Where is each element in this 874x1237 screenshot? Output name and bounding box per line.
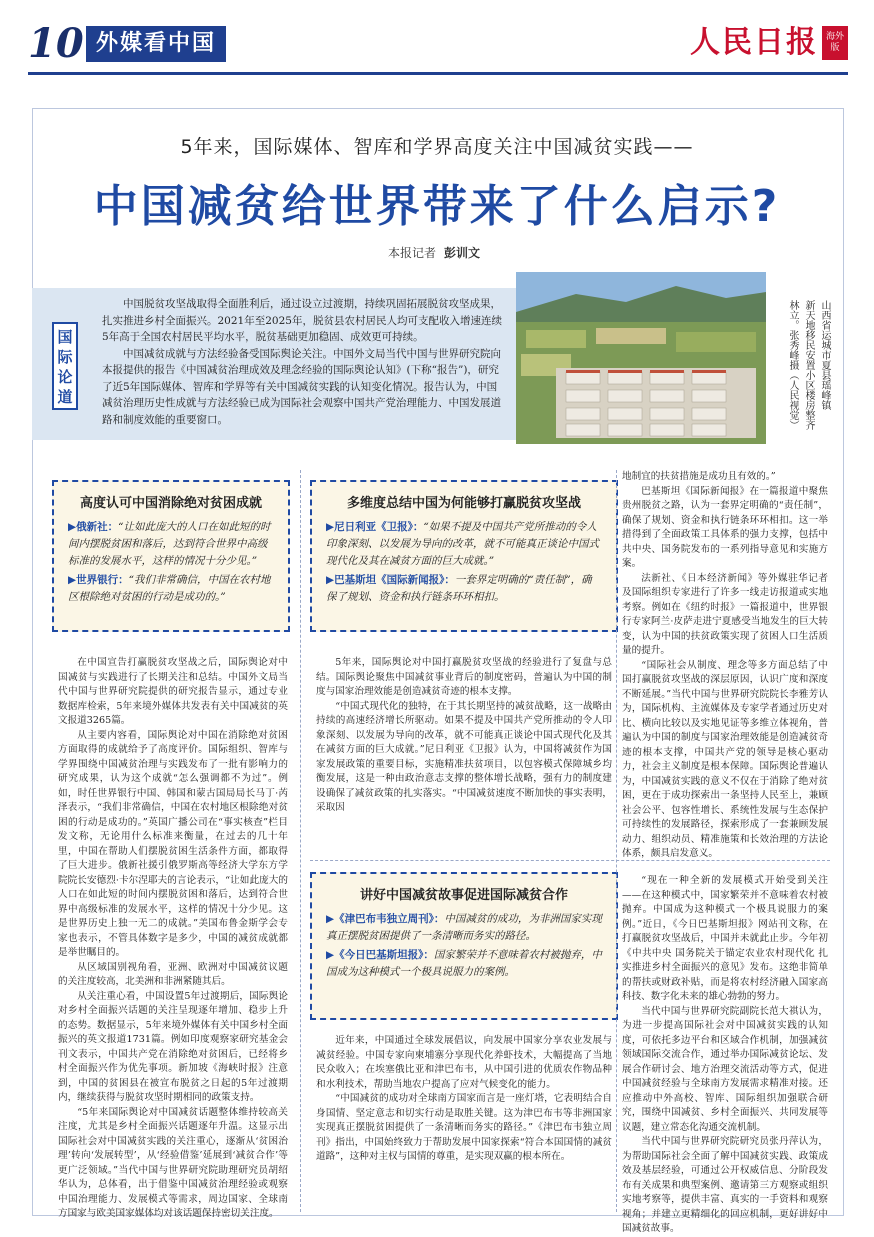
byline [388,244,480,261]
callout-item [68,519,274,570]
callout-recognition [52,480,290,632]
body-paragraph: “中国式现代化的独特，在于其长期坚持的减贫战略，这一战略由持续的高速经济增长所驱动。如果不提及中国共产党所推动的令人印象深刻、以发展为导向的改革，就不可能真正谈论中国式现代化及其在减贫方面的巨大成就。”尼日利亚《卫报》认为，中国将减贫作为国家发展政策的重要目标，实施精准扶贫项目，以包容模式保障城乡均衡发展，这是一种由政治意志支撑的整体增长战略，强有力的制度建设确保了减贫政策的扎实落实。“中国减贫速度不断加快的事实表明，采取因 [316,700,612,813]
body-paragraph: 5年来，国际舆论对中国打赢脱贫攻坚战的经验进行了复盘与总结。国际舆论聚焦中国减贫事业背后的制度密码，普遍认为中国的制度与国家治理效能是创造减贫奇迹的根本支撑。 [316,657,612,697]
callout-quote: 中国减贫的成功，为非洲国家实现真正摆脱贫困提供了一条清晰而务实的路径。 [326,913,602,942]
body-paragraph: 当代中国与世界研究院研究员张丹萍认为，为帮助国际社会全面了解中国减贫实践、政策成效及基层经验，可通过公开权威信息、分阶段发布有关成果和典型案例、邀请第三方观察或组织实地考察等，提供丰富、真实的一手资料和观察视角；并建立更精细化的回应机制，更好讲好中国减贫故事。 [622,1136,828,1234]
callout-why-won [310,480,618,632]
callout-title: 高度认可中国消除绝对贫困成就 [79,496,262,511]
callout-source: 世界银行： [76,574,129,586]
triangle-bullet-icon: ▶ [326,949,335,961]
callout-title: 讲好中国减贫故事促进国际减贫合作 [359,888,568,903]
byline-name: 彭训文 [444,246,481,260]
callout-quote: “让如此庞大的人口在如此短的时间内摆脱贫困和落后，达到符合世界中高级标准的发展水平，这样的情况十分少见。” [68,521,271,567]
callout-item [326,911,602,945]
photo-caption [772,300,830,440]
callout-quote: 国家繁荣并不意味着农村被抛弃，中国成为这种模式一个极具说服力的案例。 [326,949,602,978]
intro-paragraph: 中国脱贫攻坚战取得全面胜利后，通过设立过渡期，持续巩固拓展脱贫攻坚成果，扎实推进乡村全面振兴。2021年至2025年，脱贫县农村居民人均可支配收入增速连续5年高于全国农村居民平均水平，脱贫基础更加稳固、成效更可持续。 [102,298,502,343]
article-subhead: 5年来，国际媒体、智库和学界高度关注中国减贫实践—— [180,136,694,158]
photo-caption-line: 新天地移民安置小区楼房整齐 [803,300,814,430]
triangle-bullet-icon: ▶ [68,521,77,533]
triangle-bullet-icon: ▶ [326,913,335,925]
body-column-3 [622,470,828,859]
body-paragraph: 在中国宣告打赢脱贫攻坚战之后，国际舆论对中国减贫与实践进行了长期关注和总结。中国外文局当代中国与世界研究院提供的研究报告显示，通过专业数据库检索，5年来境外媒体共发表有关中国减贫的英文报道3265篇。 [58,657,288,726]
body-paragraph: 近年来，中国通过全球发展倡议，向发展中国家分享农业发展与减贫经验。中国专家向柬埔寨分享现代化养虾技术，大幅提高了当地民众收入；在埃塞俄比亚和津巴布韦，从中国引进的优质农作物品种和水利技术，帮助当地农户提高了应对气候变化的能力。 [316,1035,612,1090]
photo-caption-line: 林立。张秀峰摄（人民视觉） [787,300,798,430]
callout-quote: “我们非常确信，中国在农村地区根除绝对贫困的行动是成功的。” [68,574,271,603]
article-headline: 中国减贫给世界带来了什么启示? [93,181,781,232]
masthead-rule [28,72,848,75]
callout-source: 尼日利亚《卫报》： [334,521,424,533]
triangle-bullet-icon: ▶ [326,574,335,586]
callout-quote: 一套界定明确的“责任制”，确保了规划、资金和执行链条环环相扣。 [326,574,592,603]
callout-source: 《津巴布韦独立周刊》： [334,913,445,925]
callout-item [326,947,602,981]
callout-quote: “如果不提及中国共产党所推动的令人印象深刻、以发展为导向的改革，就不可能真正谈论中国式现代化及其在减贫方面的巨大成就。” [326,521,599,567]
column-divider [616,470,617,1212]
photo-caption-line: 山西省运城市夏县瑶峰镇 [819,300,830,410]
intro-text [102,296,504,428]
body-column-2 [316,656,612,852]
body-paragraph: 从关注重心看，中国设置5年过渡期后，国际舆论对乡村全面振兴话题的关注呈现逐年增加、稳步上升的态势。数据显示，5年来境外媒体有关中国乡村全面振兴的英文报道1731篇。例如印度观察家研究基金会刊文表示，中国共产党在消除绝对贫困后，已经将乡村全面振兴作为优先事项。新加坡《海峡时报》注意到，中国的贫困县在被宣布脱贫之日起的5年过渡期内，继续获得与脱贫攻坚时期相同的政策支持。 [58,990,288,1103]
body-paragraph: 法新社、《日本经济新闻》等外媒驻华记者及国际组织专家进行了许多一线走访报道或实地考察。例如在《纽约时报》一篇报道中，世界银行专家阿兰·皮萨走进宁夏感受当地发生的巨大转变，认为中国的扶贫政策实现了贫困人口生活质量的提升。 [622,572,828,656]
callout-item [326,519,602,570]
page-number: 10 [28,20,84,67]
body-column-1 [58,656,288,1219]
triangle-bullet-icon: ▶ [68,574,77,586]
callout-item [68,572,274,606]
body-paragraph: 当代中国与世界研究院副院长范大祺认为，为进一步提高国际社会对中国减贫实践的认知度，可依托多边平台和区域合作机制，加强减贫领域国际交流合作，通过举办国际减贫论坛、发展合作研讨会、地方治理交流活动等方式，促进中国减贫经验与全球南方发展需求精准对接。还应推动中外高校、智库、国际组织加强联合研究，围绕中国减贫、乡村全面振兴、共同发展等议题，建立常态化沟通交流机制。 [622,1005,828,1133]
body-column-4 [316,1034,612,1212]
body-paragraph: 从区域国别视角看，亚洲、欧洲对中国减贫议题的关注度较高，北美洲和非洲紧随其后。 [58,961,288,987]
column-divider [300,470,301,1212]
callout-source: 《今日巴基斯坦报》： [334,949,434,961]
body-paragraph: “中国减贫的成功对全球南方国家而言是一座灯塔，它表明结合自身国情、坚定意志和切实行动是取胜关键。这为津巴布韦等非洲国家实现真正摆脱贫困提供了一条清晰而务实的路径。”《津巴布韦独立周刊》指出，中国始终致力于帮助发展中国家探索“符合本国国情的减贫道路”，这种对主权与国情的尊重，是实现双赢的根本所在。 [316,1093,612,1162]
callout-source: 俄新社： [76,521,119,533]
intro-paragraph: 中国减贫成就与方法经验备受国际舆论关注。中国外文局当代中国与世界研究院向本报提供的报告《中国减贫治理成效及理念经验的国际舆论认知》(下称“报告”)，研究了近5年国际媒体、智库和学界等有关中国减贫实践的认知变化情况。报告认为，中国减贫治理历史性成就与方法经验已成为国际社会观察中国共产党治理能力、中国发展道路和制度效能的重要窗口。 [102,347,501,426]
village-photo [516,272,766,444]
callout-title: 多维度总结中国为何能够打赢脱贫攻坚战 [346,496,581,511]
byline-role: 本报记者 [388,246,437,260]
body-paragraph: 地制宜的扶贫措施是成功且有效的。” [622,471,776,482]
section-title: 外媒看中国 [86,26,226,62]
callout-source: 巴基斯坦《国际新闻报》： [334,574,455,586]
callout-cooperation [310,872,618,1020]
body-paragraph: “国际社会从制度、理念等多方面总结了中国打赢脱贫攻坚战的深层原因，认识广度和深度不断延展。”当代中国与世界研究院院长李雅芳认为，国际机构、主流媒体及专家学者通过历史对比、横向比较以及实地见证等多维立体视角，普遍认为中国的制度与国家治理效能是创造减贫奇迹的根本支撑，中国共产党的领导是核心驱动力，社会主义制度是根本保障。国际舆论普遍认为，中国减贫实践的意义不仅在于消除了绝对贫困，更在于成功探索出一条坚持人民至上，兼顾社会公平、包容性增长、系统性发展与生态保护可持续性的发展路径，探索形成了一套兼顾发展动力、组织动员、精准施策和长效治理的方法论体系，颇具启发意义。 [622,659,828,859]
body-paragraph: 巴基斯坦《国际新闻报》在一篇报道中聚焦贵州脱贫之路，认为一套界定明确的“责任制”，确保了规划、资金和执行链条环环相扣。这一举措得到了全面政策工具体系的强力支撑，包括中共中央、国务院发布的一系列指导意见和实施方案。 [622,485,828,569]
body-paragraph: “5年来国际舆论对中国减贫话题整体维持较高关注度，尤其是乡村全面振兴话题逐年升温。这显示出国际社会对中国减贫实践的关注重心，逐渐从‘贫困治理’转向‘发展转型’，从‘经验借鉴’延展到‘减贫合作’等更广泛领域。”当代中国与世界研究院助理研究员胡绍华认为，总体看，出于借鉴中国减贫治理经验或观察中国治理能力、发展模式等需求，周边国家、全球南方国家与欧美国家媒体均对该话题保持密切关注度。 [58,1106,288,1219]
brand-badge: 海外版 [822,26,848,60]
masthead [28,22,848,72]
callout-item [326,572,602,606]
body-column-5 [622,874,828,1234]
body-paragraph: 从主要内容看，国际舆论对中国在消除绝对贫困方面取得的成就给予了高度评价。国际组织、智库与学界围绕中国减贫治理与实践发布了一批有影响力的研究成果，认为这个成就“怎么强调都不为过”。例如，时任世界银行中国、韩国和蒙古国局局长马丁·芮泽表示，“我们非常确信，中国在农村地区根除绝对贫困的行动是成功的。”英国广播公司在“事实核查”栏目发文称，无论用什么标准来衡量，在过去的几十年里，中国在帮助人们摆脱贫困生活条件方面，都取得了巨大进步。俄新社援引俄罗斯高等经济大学东方学院院长安德烈·卡尔涅耶夫的言论表示，“让如此庞大的人口在如此短的时间内摆脱贫困和落后，达到符合世界中高级标准的发展水平，这样的情况十分少见。这是世界历史上独一无二的成就。”美国布鲁金斯学会专家也表示，不管具体数字是多少，中国的减贫成就都是举世瞩目的。 [58,729,288,958]
brand-logo: 人民日报 [690,25,818,60]
triangle-bullet-icon: ▶ [326,521,335,533]
intro-label: 国际论道 [52,322,78,410]
body-paragraph: “现在一种全新的发展模式开始受到关注——在这种模式中，国家繁荣并不意味着农村被抛弃。中国成为这种模式一个极具说服力的案例。”近日，《今日巴基斯坦报》网站刊文称，在打赢脱贫攻坚战后，中国并未就此止步。今年初《中共中央 国务院关于锚定农业农村现代化 扎实推进乡村全面振兴的意见》发布。这绝非简单的帮扶或财政补贴，而是将农村经济融入国家高科技、数字化未来的雄心勃勃的努力。 [622,875,828,1002]
